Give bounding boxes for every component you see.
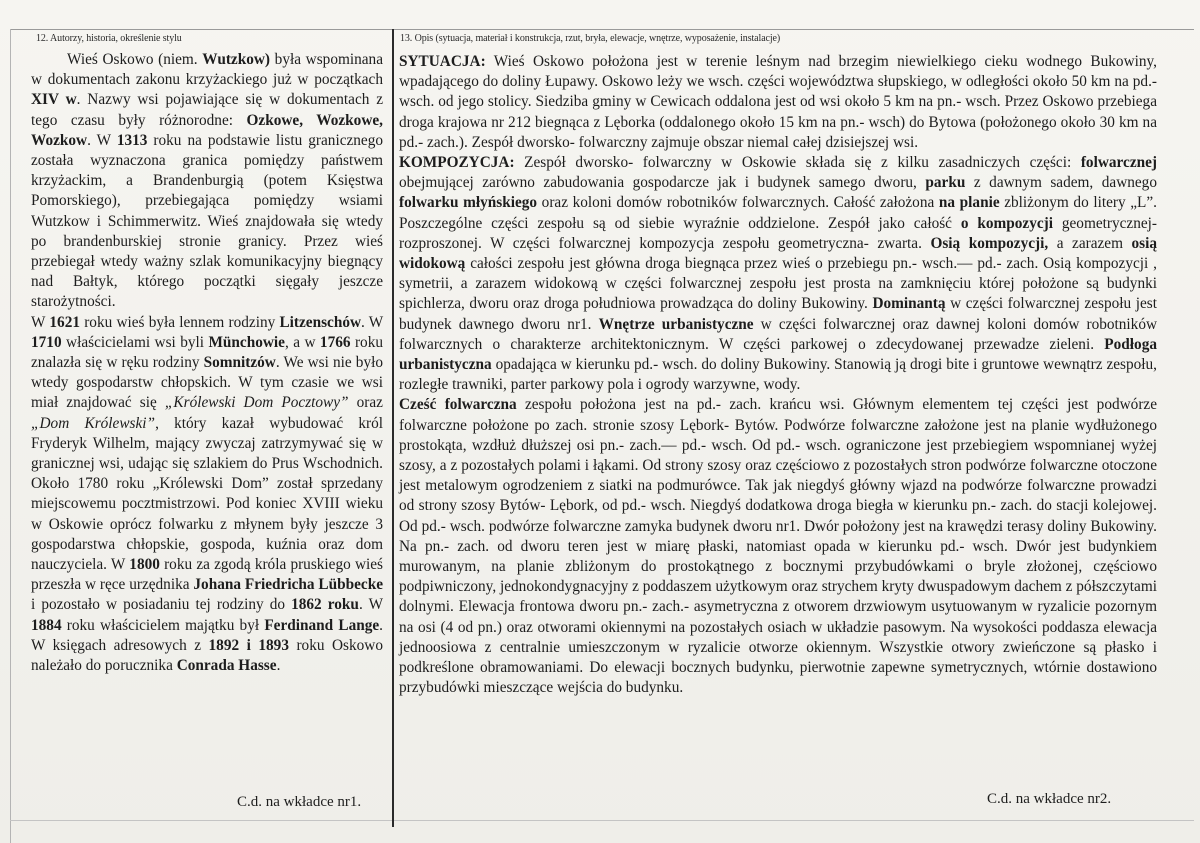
text-run: . [276, 657, 281, 675]
bold-run: Podłoga urbanistyczna [399, 335, 1157, 374]
description-paragraph-composition [399, 153, 1157, 395]
history-column [31, 50, 383, 676]
bold-run: Osią kompozycji, [930, 234, 1049, 252]
bold-run: 1313 [116, 131, 148, 149]
description-paragraph-farm-part [399, 395, 1157, 698]
description-paragraph-situation [399, 52, 1157, 153]
section-13-header: 13. Opis (sytuacja, materiał i konstrukcja, rzut, bryła, elewacje, wnętrze, wyposażenie, instalacje) [400, 33, 781, 44]
text-run: W [31, 313, 50, 331]
bold-run: 1884 [31, 616, 62, 634]
text-run: roku na podstawie listu granicznego została wyznaczona granica pomiędzy państwem krzyżackim, a Brandenburgią (potem Księstwa Pomorskiego), przebiegająca pomiędzy wsiami Wutzkow i Schimmerwitz. Wieś znajdowała się wtedy po brandenburskiej stronie granicy. Przez wieś przebiegał wtedy ważny szlak komunikacyjny biegnący nad Bałtyk, którego początki sięgały jeszcze starożytności. [31, 131, 384, 311]
text-run: Wieś Oskowo (niem. [67, 51, 203, 68]
bold-run: 1621 [49, 313, 80, 331]
text-run: całości zespołu jest główna droga biegnąca przez wieś o przebiegu pn.- wsch.— pd.- zach. Osią kompozycji , symetrii, a zarazem widokową w części folwarcznej zespołu jest prosta na zamknięciu której położone są budynki spichlerza, dworu oraz droga południowa prowadząca do doliny Bukowiny. [399, 255, 1157, 313]
bold-run: 1800 [129, 556, 160, 574]
italic-run: „Dom Królewski” [31, 414, 156, 432]
bold-run: 1892 i 1893 [208, 636, 289, 654]
history-paragraph-1 [31, 50, 383, 313]
bold-run: Ferdinand Lange [264, 616, 380, 634]
text-run: oraz [348, 394, 383, 412]
text-run: a zarazem [1048, 234, 1132, 252]
frame-left-rule [10, 29, 11, 843]
bold-run: Münchowie [208, 333, 285, 351]
text-run: zbliżonym do litery „L”. Poszczególne części zespołu są od siebie wyraźnie oddzielone. Zespół jako całość [399, 194, 1157, 232]
bold-run: osią widokową [399, 234, 1158, 273]
column-divider [392, 29, 394, 827]
text-run: w części folwarcznej oraz dawnej koloni domów robotników folwarcznych o charakterze architektonicznym. W części parkowej o zdecydowanej przewadze zieleni. [399, 315, 1158, 353]
text-run: w części folwarcznej zespołu jest budynek dawnego dworu nr1. [399, 295, 1157, 333]
text-run: . W księgach adresowych z [31, 616, 383, 654]
bold-run: XIV w [31, 91, 77, 109]
text-run: . W [361, 313, 383, 331]
text-run: roku właścicielem majątku był [61, 616, 265, 634]
frame-top-rule [10, 29, 1194, 30]
text-run: geometrycznej- rozproszonej. W części folwarcznej kompozycja zespołu geometryczna- zwarta. [399, 214, 1157, 252]
bold-run: 1766 [319, 333, 351, 351]
text-run: roku za zgodą króla pruskiego wieś przeszła w ręce urzędnika [31, 556, 384, 594]
text-run: roku wieś była lennem rodziny [79, 313, 280, 331]
text-run: opadająca w kierunku pd.- wsch. do doliny Bukowiny. Stanowią ją drogi bite i gruntowe wewnątrz zespołu, rozległe trawniki, parter parkowy pola i ogrody warzywne, wody. [399, 356, 1157, 394]
bold-run: 1710 [31, 333, 62, 351]
bold-run: 1862 roku [291, 596, 359, 614]
bold-run: folwarku młyńskiego [399, 194, 538, 212]
history-paragraph-2 [31, 313, 383, 677]
text-run: oraz koloni domów robotników folwarcznych. Całość założona [537, 194, 939, 212]
section-12-header: 12. Autorzy, historia, określenie stylu [36, 33, 182, 44]
text-run: Zespół dworsko- folwarczny w Oskowie składa się z kilku zasadniczych części: [514, 154, 1081, 172]
text-run: , który kazał wybudować król Fryderyk Wilhelm, mający zwyczaj zatrzymywać się w granicznej wsi, udając się szlakiem do Prus Wschodnich. Około 1780 roku „Królewski Dom” został sprzedany miejscowemu pocztmistrzowi. Pod koniec XVIII wieku w Oskowie oprócz folwarku z młynem były jeszcze 3 gospodarstwa chłopskie, gospoda, kuźnia oraz dom nauczyciela. W [31, 414, 384, 574]
description-column [399, 52, 1157, 699]
text-run: właścicielami wsi byli [61, 333, 209, 351]
text-run: zespołu położona jest na pd.- zach. krańcu wsi. Głównym elementem tej części jest podwórze folwarczne położone po zach. stronie szosy Lębork- Bytów. Podwórze folwarczne założone jest na planie wydłużonego prostokąta, wzdłuż dłuższej osi pn.- zach.— pd.- wsch. Od pd.- wsch. ograniczone jest przebiegiem wspomnianej wyżej szosy, a z pozostałych polami i łąkami. Od strony szosy oraz częściowo z pozostałych stron podwórze folwarczne otoczone jest metalowym ogrodzeniem z siatki na podmurówce. Tak jak niegdyś główny wjazd na podwórze folwarczne prowadzi od strony szosy Bytów- Lębork, od pd.- wsch. Niegdyś dodatkowa droga biegła w kierunku pn.- zach. do stacji kolejowej. Od pd.- wsch. podwórze folwarczne zamyka budynek dworu nr1. Dwór położony jest na krawędzi terasy doliny Bukowiny. Na pn.- zach. od dworu teren jest w miarę płaski, natomiast opada w kierunku pd.- wsch. Dwór jest budynkiem murowanym, na planie zbliżonym do prostokątnego z bocznymi przybudówkami o bryle złożonej, częściowo podpiwniczony, jednokondygnacyjny z poddaszem użytkowym oraz strychem kryty dwuspadowym dachem z półszczytami dolnymi. Elewacja frontowa dworu pn.- zach.- asymetryczna z otworem drzwiowym usytuowanym w ryzalicie pozornym na osi (4 od pn.) oraz otworami okiennymi na pozostałych osiach w układzie pasowym. Na wysokości poddasza elewacja jednoosiowa z centralnie umieszczonym w ryzalicie otworze okiennym. Wszystkie otwory zwieńczone są płasko i podkreślone obramowaniami. Do elewacji bocznych budynku, pierwotnie zapewne symetrycznych, wtórnie dostawiono przybudówki mieszczące wejścia do budynku. [399, 396, 1157, 697]
text-run: obejmującej zarówno zabudowania gospodarcze jak i budynek samego dworu, [399, 174, 926, 192]
text-run: Wieś Oskowo położona jest w terenie leśnym nad brzegim niewielkiego cieku wodnego Bukowiny, wpadającego do doliny Łupawy. Oskowo leży we wsch. części województwa słupskiego, w odległości około 50 km na pd.- wsch. od jego stolicy. Siedziba gminy w Cewicach oddalona jest od wsi około 5 km na pn.- wsch. Przez Oskowo przebiega droga krajowa nr 212 biegnąca z Lęborka (oddalonego około 15 km na pn.- wsch) do Bytowa (położonego około 30 km na pd.- zach.). Zespół dworsko- folwarczny zajmuje obszar niemal całej dzisiejszej wsi. [399, 53, 1157, 151]
text-run: . Nazwy wsi pojawiające się w dokumentach z tego czasu były różnorodne: [31, 91, 383, 129]
bold-run: na planie [938, 194, 1000, 212]
bold-run: folwarcznej [1080, 154, 1157, 172]
bold-run: o kompozycji [960, 214, 1053, 232]
bold-run: parku [925, 174, 966, 192]
text-run: . W [87, 131, 117, 149]
bold-run: KOMPOZYCJA: [399, 154, 515, 172]
bold-run: Johana Friedricha Lübbecke [193, 576, 383, 594]
continued-note-right: C.d. na wkładce nr2. [987, 791, 1112, 807]
bold-run: Wutzkow) [202, 51, 271, 68]
text-run: z dawnym sadem, dawnego [965, 174, 1157, 192]
text-run: roku znalazła się w ręku rodziny [31, 333, 383, 372]
text-run: . W [358, 596, 384, 614]
bold-run: Somnitzów [203, 354, 276, 372]
bold-run: SYTUACJA: [399, 53, 486, 70]
text-run: roku Oskowo należało do porucznika [31, 636, 383, 675]
frame-bottom-rule [10, 820, 1194, 821]
text-run: była wspominana w dokumentach zakonu krzyżackiego już w początkach [31, 51, 383, 89]
text-run: . We wsi nie było wtedy gospodarstw chłopskich. W tym czasie we wsi miał znajdować się [31, 354, 383, 412]
bold-run: Conrada Hasse [176, 657, 277, 675]
bold-run: Litzenschów [279, 313, 362, 331]
continued-note-left: C.d. na wkładce nr1. [237, 794, 362, 810]
text-run: i pozostało w posiadaniu tej rodziny do [31, 596, 292, 614]
bold-run: Dominantą [872, 295, 946, 313]
text-run: , a w [284, 333, 320, 351]
bold-run: Cześć folwarczna [399, 396, 517, 414]
italic-run: „Królewski Dom Pocztowy” [164, 394, 349, 412]
bold-run: Wnętrze urbanistyczne [598, 315, 754, 333]
bold-run: Ozkowe, Wozkowe, Wozkow [31, 111, 383, 149]
